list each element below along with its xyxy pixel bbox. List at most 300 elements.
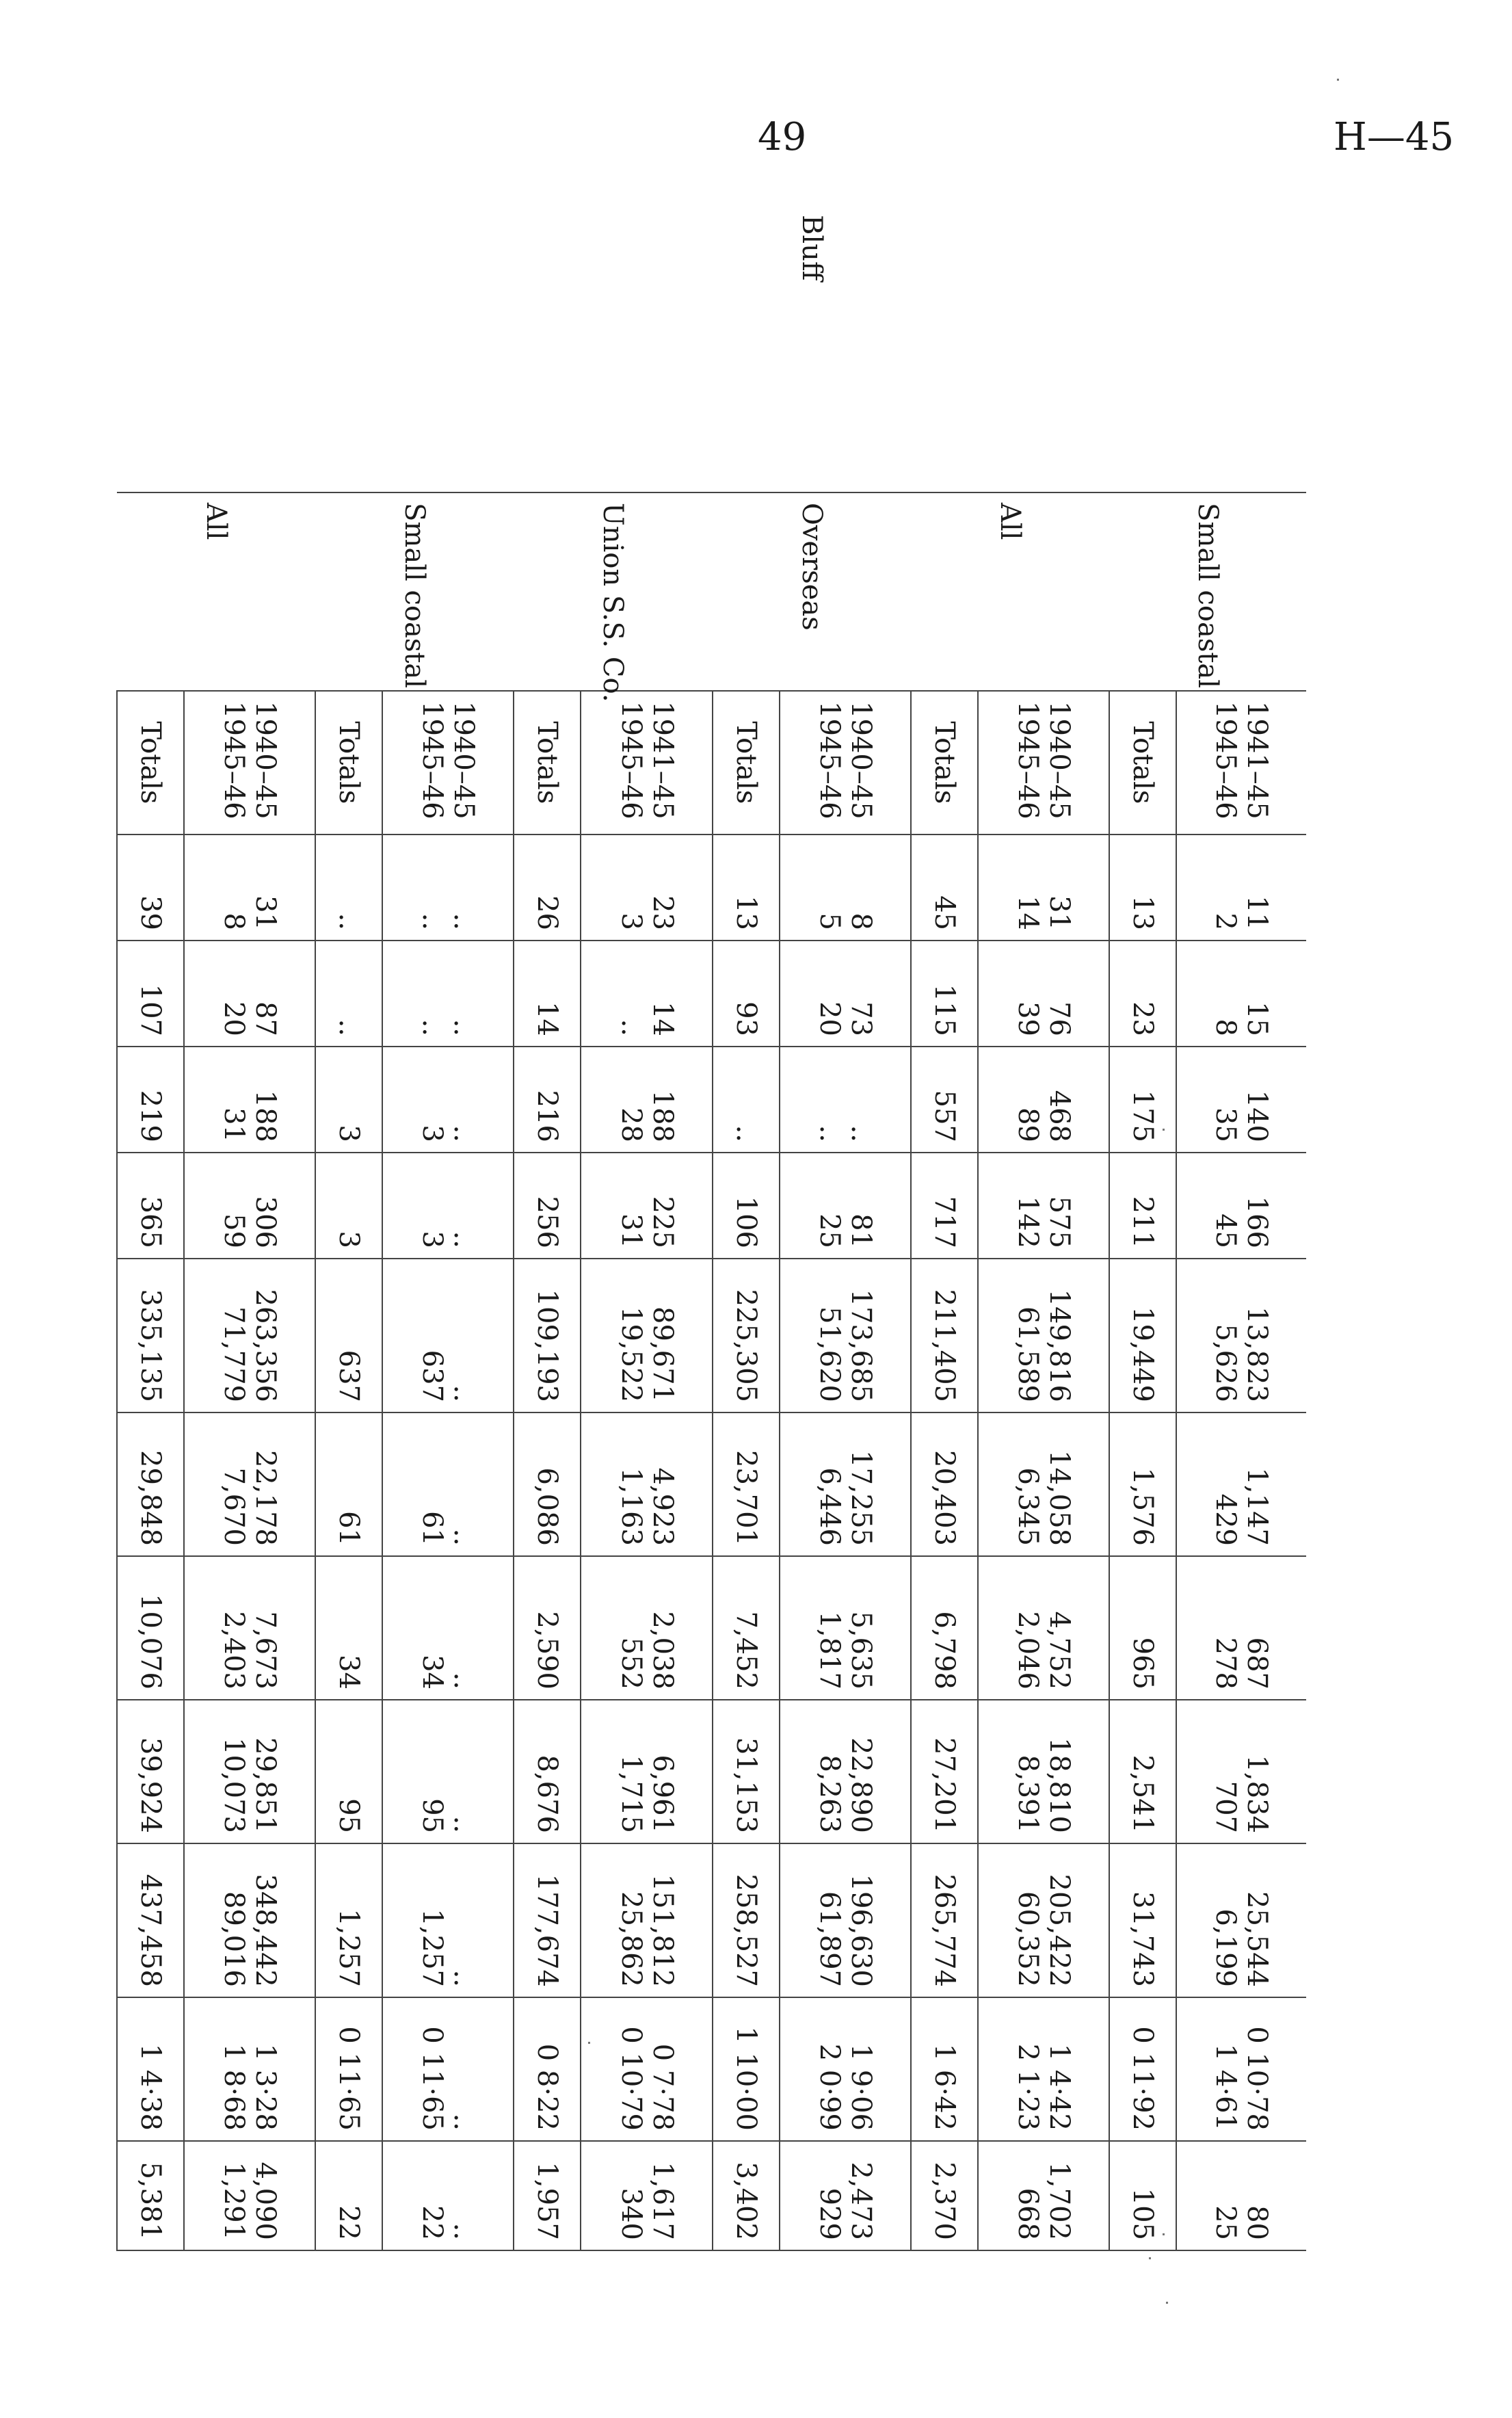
- value-line: 61,897: [813, 1891, 845, 1987]
- value-cell: 3,402: [713, 2141, 780, 2250]
- port-name: [117, 205, 315, 492]
- value-cell: 0 11·92: [1109, 1997, 1176, 2141]
- data-row: [581, 205, 713, 2250]
- value-line: ..: [448, 2113, 480, 2131]
- value-line: 23: [646, 895, 678, 930]
- value-cell: [1176, 1556, 1306, 1700]
- value-line: 151,812: [646, 1874, 678, 1987]
- value-cell: 365: [117, 1153, 184, 1259]
- value-cell: 8,676: [514, 1700, 581, 1843]
- vessel-class: All: [911, 492, 1109, 691]
- value-cell: 13: [713, 835, 780, 941]
- value-cell: 93: [713, 941, 780, 1047]
- value-cell: 3: [315, 1153, 382, 1259]
- value-cell: [581, 1047, 713, 1153]
- value-cell: [1176, 941, 1306, 1047]
- data-row: [978, 205, 1109, 2250]
- value-cell: [780, 1259, 911, 1412]
- value-cell: 39,924: [117, 1700, 184, 1843]
- value-line: 306: [250, 1196, 282, 1248]
- value-line: 34: [416, 1655, 449, 1690]
- port-name: [315, 205, 514, 492]
- value-cell: [1176, 1997, 1306, 2141]
- value-cell: [382, 1412, 514, 1556]
- value-cell: 31,743: [1109, 1843, 1176, 1997]
- vessel-class: All: [117, 492, 315, 691]
- period-line: 1945–46: [1011, 701, 1044, 819]
- value-line: 575: [1043, 1196, 1075, 1248]
- value-cell: 225,305: [713, 1259, 780, 1412]
- value-cell: 175: [1109, 1047, 1176, 1153]
- period-line: 1940–45: [448, 701, 480, 819]
- value-line: 95: [416, 1798, 449, 1833]
- period-cell: [1176, 691, 1306, 835]
- value-line: 929: [813, 2187, 845, 2240]
- value-line: 10,073: [218, 1737, 250, 1833]
- value-cell: [382, 941, 514, 1047]
- value-cell: 965: [1109, 1556, 1176, 1700]
- value-line: 5,635: [845, 1611, 877, 1690]
- value-line: 340: [615, 2187, 647, 2240]
- value-line: 1 9·06: [845, 2043, 877, 2131]
- value-line: 31: [1043, 895, 1075, 930]
- value-line: 1 4·42: [1043, 2043, 1075, 2131]
- value-cell: [581, 1997, 713, 2141]
- value-line: 2,038: [646, 1611, 678, 1690]
- value-cell: [581, 2141, 713, 2250]
- table-body: [117, 205, 1306, 2250]
- value-cell: [184, 1700, 315, 1843]
- period-cell: [978, 691, 1109, 835]
- value-line: 429: [1210, 1493, 1242, 1546]
- value-line: 225: [646, 1196, 678, 1248]
- value-line: ..: [448, 1672, 480, 1690]
- value-line: 196,630: [845, 1874, 877, 1987]
- value-cell: 7,452: [713, 1556, 780, 1700]
- value-line: 8: [845, 912, 877, 930]
- value-line: 1 8·68: [218, 2043, 250, 2131]
- value-cell: [184, 1997, 315, 2141]
- value-line: 31: [250, 895, 282, 930]
- value-line: 18,810: [1043, 1737, 1075, 1833]
- value-line: 1,163: [615, 1467, 647, 1546]
- value-line: 166: [1241, 1196, 1273, 1248]
- period-line: 1945–46: [813, 701, 845, 819]
- value-line: ..: [448, 912, 480, 930]
- value-line: 11: [1241, 895, 1273, 930]
- totals-label: Totals: [1109, 691, 1176, 835]
- value-line: 7,673: [250, 1611, 282, 1690]
- value-line: 173,685: [845, 1289, 877, 1402]
- value-cell: 5,381: [117, 2141, 184, 2250]
- value-line: ..: [845, 1125, 877, 1142]
- value-cell: 109,193: [514, 1259, 581, 1412]
- value-line: ..: [813, 1125, 845, 1142]
- totals-label: Totals: [911, 691, 978, 835]
- value-cell: 211,405: [911, 1259, 978, 1412]
- port-name: [514, 205, 712, 492]
- value-cell: [780, 1153, 911, 1259]
- value-line: 687: [1241, 1637, 1273, 1690]
- value-cell: 26: [514, 835, 581, 941]
- value-line: 19,522: [615, 1306, 647, 1402]
- value-line: 2 1·23: [1011, 2043, 1044, 2131]
- value-cell: 6,086: [514, 1412, 581, 1556]
- value-line: 13,823: [1241, 1306, 1273, 1402]
- value-cell: 106: [713, 1153, 780, 1259]
- value-cell: [1176, 1047, 1306, 1153]
- document-code: H—45: [1334, 115, 1455, 159]
- value-line: 14,058: [1043, 1450, 1075, 1546]
- value-line: 2: [1210, 912, 1242, 930]
- value-line: 25,544: [1241, 1891, 1273, 1987]
- value-line: 2,046: [1011, 1611, 1044, 1690]
- value-line: 51,620: [813, 1306, 845, 1402]
- value-cell: ..: [315, 941, 382, 1047]
- value-line: ..: [448, 1384, 480, 1402]
- value-line: 5,626: [1210, 1324, 1242, 1402]
- value-line: 76: [1043, 1001, 1075, 1036]
- value-line: 1,715: [615, 1755, 647, 1833]
- scan-speck: [1163, 2233, 1165, 2235]
- value-line: 8: [218, 912, 250, 930]
- rotated-table-container: [116, 205, 1306, 2244]
- value-cell: [780, 1997, 911, 2141]
- value-cell: 23,701: [713, 1412, 780, 1556]
- value-line: 140: [1241, 1090, 1273, 1142]
- value-line: 17,255: [845, 1450, 877, 1546]
- value-cell: 1 6·42: [911, 1997, 978, 2141]
- value-line: 4,923: [646, 1467, 678, 1546]
- value-cell: 6,798: [911, 1556, 978, 1700]
- value-cell: 14: [514, 941, 581, 1047]
- value-cell: 1,957: [514, 2141, 581, 2250]
- value-cell: [581, 1153, 713, 1259]
- value-line: ..: [448, 1019, 480, 1036]
- value-cell: ..: [713, 1047, 780, 1153]
- value-cell: [184, 1412, 315, 1556]
- value-cell: [780, 1412, 911, 1556]
- value-cell: [1176, 1412, 1306, 1556]
- value-line: ..: [448, 1815, 480, 1833]
- value-line: 45: [1210, 1213, 1242, 1248]
- value-line: 707: [1210, 1780, 1242, 1833]
- value-cell: 19,449: [1109, 1259, 1176, 1412]
- totals-label: Totals: [713, 691, 780, 835]
- value-line: 89: [1011, 1107, 1044, 1142]
- value-cell: [184, 1047, 315, 1153]
- value-line: 29,851: [250, 1737, 282, 1833]
- statistics-table: [116, 205, 1306, 2251]
- value-cell: 61: [315, 1412, 382, 1556]
- value-cell: 2,590: [514, 1556, 581, 1700]
- value-cell: 105: [1109, 2141, 1176, 2250]
- value-cell: [184, 1843, 315, 1997]
- period-cell: [184, 691, 315, 835]
- value-line: 5: [813, 912, 845, 930]
- value-cell: [382, 2141, 514, 2250]
- value-cell: 2,370: [911, 2141, 978, 2250]
- value-line: 1 3·28: [250, 2043, 282, 2131]
- value-cell: 45: [911, 835, 978, 941]
- period-line: 1940–45: [1043, 701, 1075, 819]
- value-line: 14: [1011, 895, 1044, 930]
- value-cell: 13: [1109, 835, 1176, 941]
- value-cell: 1 4·38: [117, 1997, 184, 2141]
- period-line: 1940–45: [845, 701, 877, 819]
- scan-speck: [1163, 1129, 1165, 1131]
- value-line: 6,345: [1011, 1467, 1044, 1546]
- value-cell: 20,403: [911, 1412, 978, 1556]
- value-cell: 95: [315, 1700, 382, 1843]
- value-cell: [1176, 1843, 1306, 1997]
- value-cell: 22: [315, 2141, 382, 2250]
- value-cell: [780, 835, 911, 941]
- value-cell: [184, 1556, 315, 1700]
- page-number: 49: [758, 115, 807, 159]
- value-cell: [382, 1047, 514, 1153]
- value-cell: [581, 1556, 713, 1700]
- value-line: 80: [1241, 2205, 1273, 2240]
- value-cell: [581, 1412, 713, 1556]
- value-cell: ..: [315, 835, 382, 941]
- value-line: 81: [845, 1213, 877, 1248]
- value-line: 6,961: [646, 1755, 678, 1833]
- value-line: 0 10·78: [1241, 2026, 1273, 2131]
- value-line: 22,890: [845, 1737, 877, 1833]
- value-line: ..: [615, 1019, 647, 1036]
- value-cell: [1176, 1700, 1306, 1843]
- value-cell: [978, 1047, 1109, 1153]
- vessel-class: Overseas: [713, 492, 911, 691]
- value-cell: 10,076: [117, 1556, 184, 1700]
- period-line: 1941–45: [646, 701, 678, 819]
- value-cell: [382, 1700, 514, 1843]
- value-line: 89,016: [218, 1891, 250, 1987]
- period-line: 1941–45: [1241, 701, 1273, 819]
- value-line: 31: [615, 1213, 647, 1248]
- value-cell: [978, 2141, 1109, 2250]
- value-cell: [581, 941, 713, 1047]
- value-cell: [978, 1556, 1109, 1700]
- period-line: 1945–46: [416, 701, 449, 819]
- value-cell: 1,576: [1109, 1412, 1176, 1556]
- value-line: 6,446: [813, 1467, 845, 1546]
- value-line: 8,263: [813, 1755, 845, 1833]
- value-line: 0 11·65: [416, 2026, 449, 2131]
- value-line: 468: [1043, 1090, 1075, 1142]
- value-line: 73: [845, 1001, 877, 1036]
- value-cell: [581, 1843, 713, 1997]
- value-cell: 211: [1109, 1153, 1176, 1259]
- totals-label: Totals: [117, 691, 184, 835]
- value-cell: [184, 1153, 315, 1259]
- value-line: ..: [416, 912, 449, 930]
- value-cell: 115: [911, 941, 978, 1047]
- value-line: 263,356: [250, 1289, 282, 1402]
- value-line: 35: [1210, 1107, 1242, 1142]
- value-cell: 0 8·22: [514, 1997, 581, 2141]
- period-line: 1945–46: [615, 701, 647, 819]
- totals-label: Totals: [315, 691, 382, 835]
- value-line: ..: [416, 1019, 449, 1036]
- value-cell: 3: [315, 1047, 382, 1153]
- scan-speck: [1337, 79, 1339, 81]
- value-line: ..: [448, 1231, 480, 1248]
- vessel-class: Union S.S. Co.: [514, 492, 712, 691]
- value-cell: [382, 835, 514, 941]
- value-cell: 637: [315, 1259, 382, 1412]
- data-row: [780, 205, 911, 2250]
- value-line: 188: [646, 1090, 678, 1142]
- value-line: 1,257: [416, 1908, 449, 1987]
- totals-label: Totals: [514, 691, 581, 835]
- value-cell: [978, 1843, 1109, 1997]
- value-cell: 0 11·65: [315, 1997, 382, 2141]
- value-line: 61,589: [1011, 1306, 1044, 1402]
- value-line: 1 4·61: [1210, 2043, 1242, 2131]
- value-line: 8: [1210, 1019, 1242, 1036]
- value-cell: 1 10·00: [713, 1997, 780, 2141]
- value-cell: 265,774: [911, 1843, 978, 1997]
- value-cell: 39: [117, 835, 184, 941]
- value-line: ..: [448, 1969, 480, 1987]
- value-cell: [581, 835, 713, 941]
- value-line: 0 7·78: [646, 2043, 678, 2131]
- value-line: 60,352: [1011, 1891, 1044, 1987]
- value-line: 87: [250, 1001, 282, 1036]
- scan-speck: [1149, 2257, 1151, 2259]
- value-cell: [382, 1259, 514, 1412]
- data-row: [1176, 205, 1306, 2250]
- port-name: [1109, 205, 1306, 492]
- value-cell: [978, 1997, 1109, 2141]
- value-cell: [978, 941, 1109, 1047]
- value-line: 3: [416, 1125, 449, 1142]
- value-line: 7,670: [218, 1467, 250, 1546]
- value-cell: 34: [315, 1556, 382, 1700]
- value-cell: [780, 2141, 911, 2250]
- period-line: 1945–46: [1210, 701, 1242, 819]
- value-cell: [780, 1843, 911, 1997]
- value-line: 59: [218, 1213, 250, 1248]
- value-cell: [780, 1556, 911, 1700]
- value-line: 0 10·79: [615, 2026, 647, 2131]
- value-line: 1,291: [218, 2161, 250, 2240]
- value-cell: [978, 1700, 1109, 1843]
- value-line: 1,834: [1241, 1755, 1273, 1833]
- value-cell: 31,153: [713, 1700, 780, 1843]
- vessel-class: Small coastal: [315, 492, 514, 691]
- period-cell: [581, 691, 713, 835]
- value-cell: 1,257: [315, 1843, 382, 1997]
- port-name: Bluff: [713, 205, 911, 492]
- value-line: 14: [646, 1001, 678, 1036]
- value-cell: 437,458: [117, 1843, 184, 1997]
- value-line: 188: [250, 1090, 282, 1142]
- vessel-class: Small coastal: [1109, 492, 1306, 691]
- value-line: ..: [448, 1125, 480, 1142]
- value-cell: [184, 835, 315, 941]
- value-line: 552: [615, 1637, 647, 1690]
- value-line: 1,702: [1043, 2161, 1075, 2240]
- value-line: 668: [1011, 2187, 1044, 2240]
- value-line: 2 0·99: [813, 2043, 845, 2131]
- value-cell: [978, 1259, 1109, 1412]
- value-line: 25: [1210, 2205, 1242, 2240]
- value-cell: 177,674: [514, 1843, 581, 1997]
- value-cell: 2,541: [1109, 1700, 1176, 1843]
- value-cell: [1176, 2141, 1306, 2250]
- value-line: 25: [813, 1213, 845, 1248]
- value-line: 2,473: [845, 2161, 877, 2240]
- value-line: 3: [615, 912, 647, 930]
- value-line: 20: [218, 1001, 250, 1036]
- value-cell: 258,527: [713, 1843, 780, 1997]
- value-line: 28: [615, 1107, 647, 1142]
- value-line: 4,752: [1043, 1611, 1075, 1690]
- value-line: 8,391: [1011, 1755, 1044, 1833]
- value-line: 3: [416, 1231, 449, 1248]
- value-line: 2,403: [218, 1611, 250, 1690]
- data-row: [382, 205, 514, 2250]
- value-cell: 23: [1109, 941, 1176, 1047]
- value-line: 205,422: [1043, 1874, 1075, 1987]
- value-line: 637: [416, 1350, 449, 1402]
- value-cell: [978, 1412, 1109, 1556]
- value-cell: 717: [911, 1153, 978, 1259]
- value-line: 1,617: [646, 2161, 678, 2240]
- value-cell: 29,848: [117, 1412, 184, 1556]
- value-line: 89,671: [646, 1306, 678, 1402]
- value-line: 22: [416, 2205, 449, 2240]
- period-line: 1940–45: [250, 701, 282, 819]
- value-line: 22,178: [250, 1450, 282, 1546]
- value-line: 142: [1011, 1196, 1044, 1248]
- value-cell: 219: [117, 1047, 184, 1153]
- value-cell: [184, 941, 315, 1047]
- value-cell: 107: [117, 941, 184, 1047]
- value-cell: [382, 1556, 514, 1700]
- value-cell: [1176, 1153, 1306, 1259]
- value-line: 4,090: [250, 2161, 282, 2240]
- value-cell: [780, 1047, 911, 1153]
- value-cell: [184, 1259, 315, 1412]
- value-cell: [382, 1153, 514, 1259]
- value-cell: [382, 1843, 514, 1997]
- value-cell: 216: [514, 1047, 581, 1153]
- value-cell: 557: [911, 1047, 978, 1153]
- value-cell: 27,201: [911, 1700, 978, 1843]
- value-cell: [581, 1700, 713, 1843]
- value-cell: [1176, 1259, 1306, 1412]
- value-line: 15: [1241, 1001, 1273, 1036]
- value-line: 348,442: [250, 1874, 282, 1987]
- period-cell: [382, 691, 514, 835]
- period-cell: [780, 691, 911, 835]
- value-line: 39: [1011, 1001, 1044, 1036]
- value-line: 31: [218, 1107, 250, 1142]
- value-cell: 335,135: [117, 1259, 184, 1412]
- value-line: 1,817: [813, 1611, 845, 1690]
- value-line: 149,816: [1043, 1289, 1075, 1402]
- value-cell: [978, 1153, 1109, 1259]
- period-line: 1945–46: [218, 701, 250, 819]
- value-cell: [780, 941, 911, 1047]
- value-line: 61: [416, 1511, 449, 1546]
- value-line: 25,862: [615, 1891, 647, 1987]
- value-cell: [978, 835, 1109, 941]
